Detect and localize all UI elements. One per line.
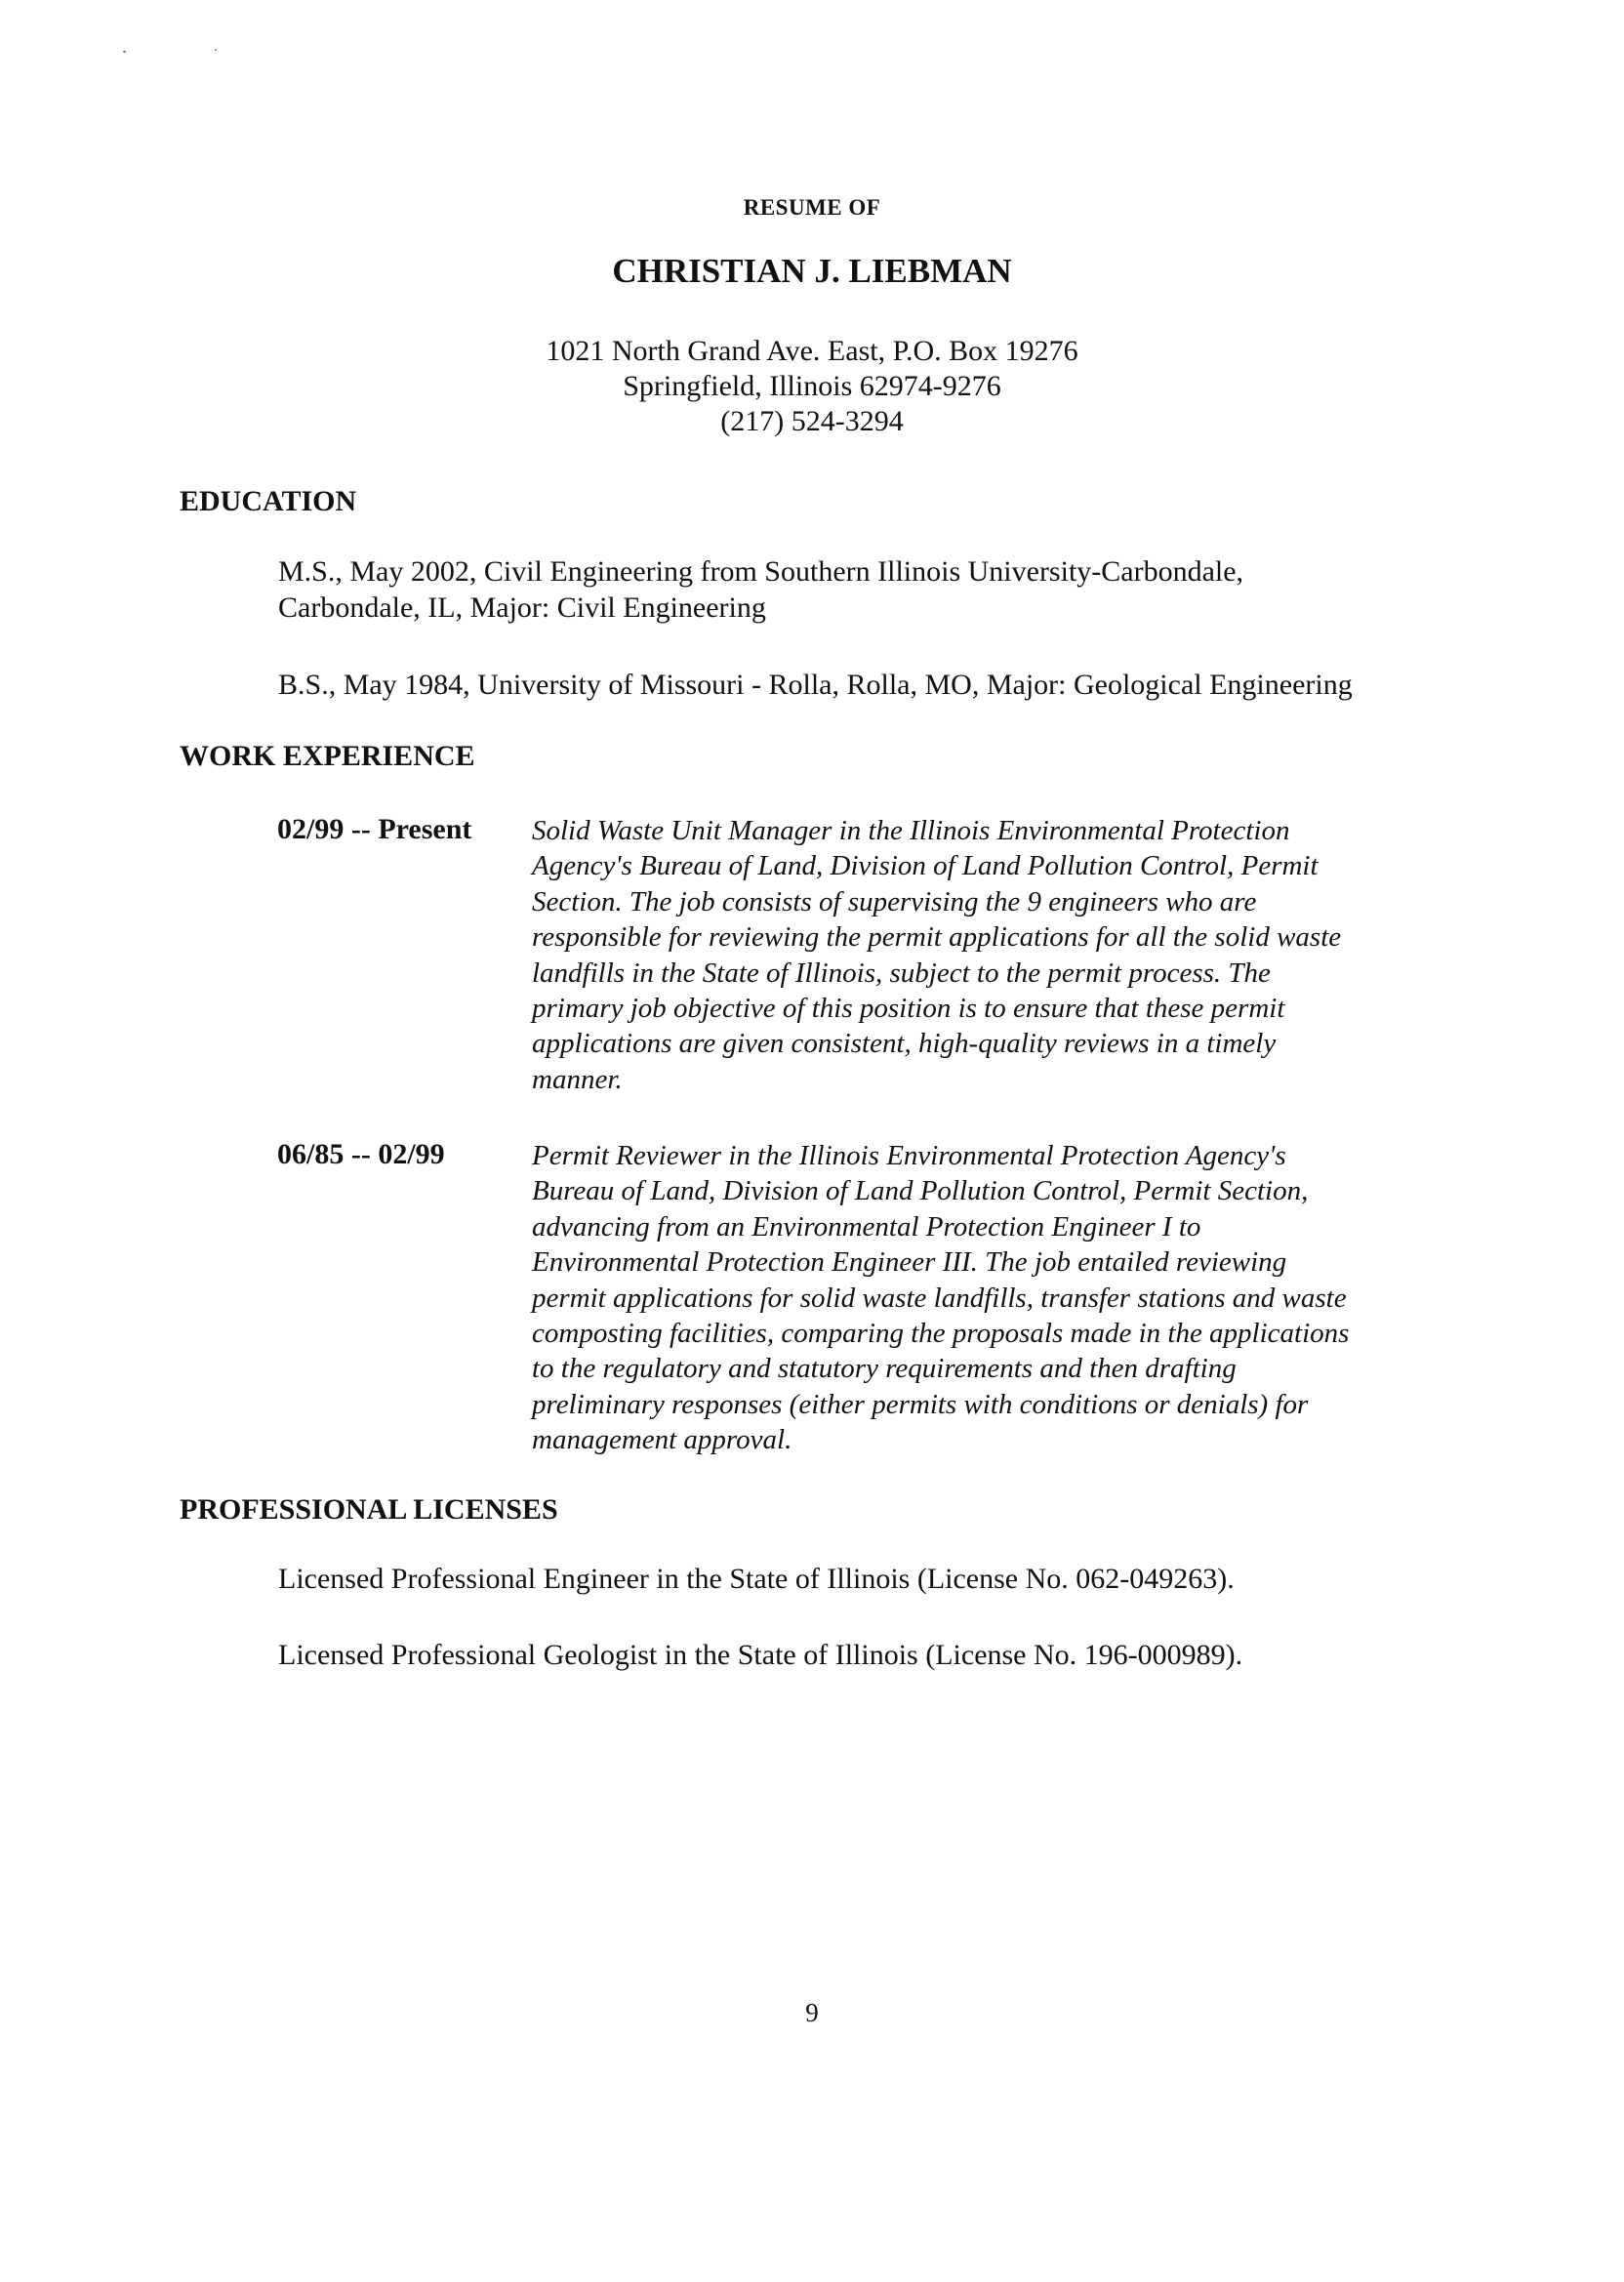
address-line-2: Springfield, Illinois 62974-9276 — [623, 370, 1001, 402]
job-1-line: manner. — [532, 1063, 623, 1095]
job-1-line: Section. The job consists of supervising the 9 engineers who are — [532, 885, 1257, 917]
job-2-dates: 06/85 -- 02/99 — [277, 1138, 445, 1170]
job-1-line: landfills in the State of Illinois, subject to the permit process. The — [532, 957, 1271, 989]
phone-number: (217) 524-3294 — [720, 405, 904, 437]
education-ms-line-1: M.S., May 2002, Civil Engineering from Southern Illinois University-Carbondale, — [278, 555, 1244, 588]
licenses-heading: PROFESSIONAL LICENSES — [180, 1493, 558, 1526]
job-1-line: responsible for reviewing the permit applications for all the solid waste — [532, 921, 1342, 954]
job-2-line: to the regulatory and statutory requirements and then drafting — [532, 1353, 1237, 1385]
job-2-line: permit applications for solid waste landfills, transfer stations and waste — [532, 1282, 1347, 1314]
job-2-line: Permit Reviewer in the Illinois Environmental Protection Agency's — [532, 1140, 1286, 1171]
work-experience-heading: WORK EXPERIENCE — [180, 740, 475, 772]
job-1-dates: 02/99 -- Present — [277, 813, 472, 845]
job-2-line: Environmental Protection Engineer III. The job entailed reviewing — [532, 1246, 1287, 1279]
job-1-line: Solid Waste Unit Manager in the Illinois Environmental Protection — [532, 815, 1290, 846]
job-2-description — [532, 1138, 1459, 1458]
job-1-line: primary job objective of this position is to ensure that these permit — [532, 993, 1285, 1025]
job-1-line: Agency's Bureau of Land, Division of Land Pollution Control, Permit — [532, 850, 1319, 882]
job-2-line: composting facilities, comparing the proposals made in the applications — [532, 1318, 1350, 1350]
resume-title: RESUME OF — [743, 195, 881, 220]
license-engineer: Licensed Professional Engineer in the State of Illinois (License No. 062-049263). — [278, 1563, 1235, 1595]
address-line-1: 1021 North Grand Ave. East, P.O. Box 19276 — [546, 335, 1078, 367]
job-2-line: preliminary responses (either permits with conditions or denials) for — [532, 1388, 1309, 1420]
job-1-description — [532, 813, 1459, 1097]
education-ms-line-2: Carbondale, IL, Major: Civil Engineering — [278, 591, 766, 624]
scan-speck — [123, 51, 126, 53]
page-number: 9 — [805, 1998, 819, 2027]
contact-block — [0, 334, 1624, 439]
job-1-line: applications are given consistent, high-quality reviews in a timely — [532, 1028, 1277, 1060]
job-2-line: Bureau of Land, Division of Land Pollution Control, Permit Section, — [532, 1175, 1309, 1207]
job-2-line: advancing from an Environmental Protection Engineer I to — [532, 1210, 1201, 1243]
education-bs-line: B.S., May 1984, University of Missouri - Rolla, Rolla, MO, Major: Geological Engineering — [278, 669, 1353, 701]
scan-speck — [215, 49, 217, 51]
license-geologist: Licensed Professional Geologist in the State of Illinois (License No. 196-000989). — [278, 1639, 1243, 1671]
education-heading: EDUCATION — [180, 485, 357, 517]
job-2-line: management approval. — [532, 1424, 792, 1456]
candidate-name: CHRISTIAN J. LIEBMAN — [612, 252, 1012, 290]
